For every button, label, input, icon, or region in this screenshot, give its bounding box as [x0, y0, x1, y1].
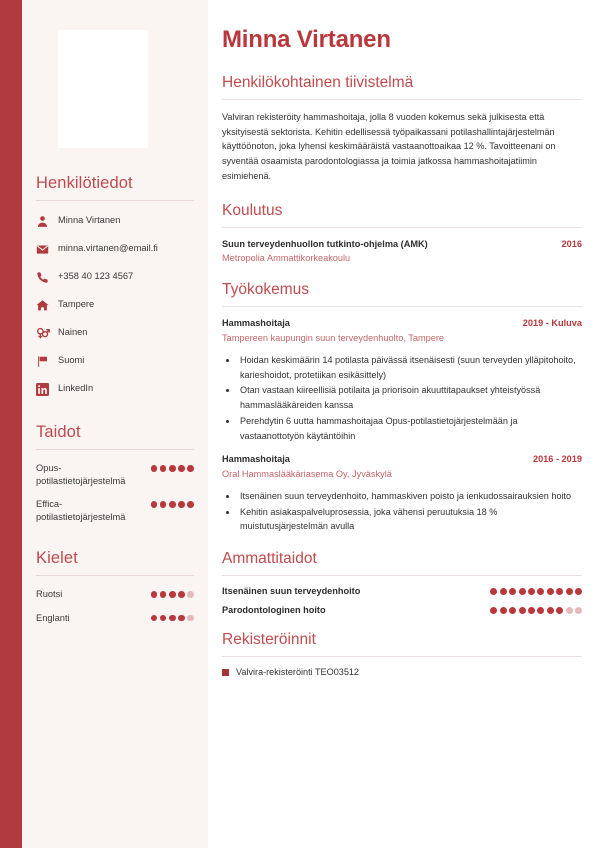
experience-bullets	[222, 489, 582, 534]
rating-dot-filled	[490, 607, 497, 614]
education-entry	[222, 238, 582, 266]
rating-dot-filled	[500, 607, 507, 614]
professional-skill-label: Itsenäinen suun terveydenhoito	[222, 586, 361, 597]
rating-dot-filled	[528, 607, 535, 614]
skill-rating-dots	[151, 498, 194, 508]
contact-item-email[interactable]	[36, 241, 194, 257]
divider	[222, 227, 582, 228]
rating-dot-empty	[187, 591, 194, 598]
contact-email-text: minna.virtanen@email.fi	[58, 243, 158, 254]
language-label: Englanti	[36, 612, 70, 623]
divider	[222, 656, 582, 657]
rating-dot-filled	[490, 588, 497, 595]
experience-date: 2019 - Kuluva	[522, 318, 582, 329]
professional-skill-row	[222, 586, 582, 596]
language-rating-dots	[151, 612, 194, 622]
divider	[36, 449, 194, 450]
envelope-icon	[36, 243, 58, 256]
professional-skill-dots	[490, 588, 582, 595]
page-title: Minna Virtanen	[222, 26, 391, 53]
rating-dot-filled	[519, 607, 526, 614]
rating-dot-filled	[547, 607, 554, 614]
sidebar-heading-skills: Taidot	[36, 423, 81, 441]
divider	[36, 200, 194, 201]
rating-dot-filled	[187, 465, 194, 472]
rating-dot-filled	[169, 501, 176, 508]
summary-text: Valviran rekisteröity hammashoitaja, jolla 8 vuoden kokemus sekä julkisesta että yksityisestä sektorista. Kehitin edellisessä työpaikassani potilashallintajärjestelmän käyttöönoton, joka lyhensi keskimääräistä vastaanottoaikaa 12 %. Tavoitteenani on syventää osaamista parodontologiassa ja toimia jatkossa hammashoitajatiimin esimiehenä.	[222, 112, 556, 181]
contact-location-text: Tampere	[58, 299, 95, 310]
skill-label: Effica-potilastietojärjestelmä	[36, 499, 126, 522]
experience-date: 2016 - 2019	[532, 454, 582, 465]
linkedin-icon	[36, 383, 58, 396]
contact-list	[36, 213, 194, 397]
home-icon	[36, 299, 58, 312]
rating-dot-empty	[575, 607, 582, 614]
rating-dot-filled	[537, 588, 544, 595]
entry-header	[222, 453, 582, 466]
contact-nationality-text: Suomi	[58, 355, 85, 366]
education-date: 2016	[561, 238, 582, 249]
section-registrations	[222, 631, 582, 677]
main-content	[208, 0, 600, 848]
section-heading-education: Koulutus	[222, 201, 283, 219]
gender-icon	[36, 326, 58, 340]
rating-dot-filled	[519, 588, 526, 595]
section-education	[222, 202, 582, 266]
experience-title: Hammashoitaja	[222, 454, 290, 465]
experience-organization: Tampereen kaupungin suun terveydenhuolto, Tampere	[222, 332, 445, 343]
skill-label: Opus-potilastietojärjestelmä	[36, 463, 126, 486]
skill-row	[36, 462, 194, 487]
rating-dot-filled	[178, 501, 185, 508]
experience-title: Hammashoitaja	[222, 318, 290, 329]
rating-dot-filled	[547, 588, 554, 595]
professional-skill-dots	[490, 607, 582, 614]
rating-dot-filled	[509, 607, 516, 614]
rating-dot-filled	[160, 591, 167, 598]
bullet-square-icon	[222, 669, 229, 676]
entry-header	[222, 317, 582, 330]
contact-item-location	[36, 297, 194, 313]
bullet-item: • Hoidan keskimäärin 14 potilasta päivässä itsenäisesti (suun terveyden ylläpitohoito, karieshoidot, protetiikan esikäsittely)	[238, 353, 582, 382]
rating-dot-filled	[160, 501, 167, 508]
professional-skill-row	[222, 605, 582, 615]
person-icon	[36, 215, 58, 228]
rating-dot-filled	[178, 615, 185, 622]
rating-dot-filled	[151, 615, 158, 622]
contact-item-nationality	[36, 353, 194, 369]
section-professional-skills	[222, 550, 582, 615]
experience-entry	[222, 453, 582, 534]
left-accent-bar	[0, 0, 22, 848]
rating-dot-filled	[169, 615, 176, 622]
bullet-item: • Itsenäinen suun terveydenhoito, hammaskiven poisto ja ienkudossairauksien hoito	[238, 489, 582, 504]
rating-dot-filled	[178, 465, 185, 472]
rating-dot-filled	[151, 501, 158, 508]
sidebar	[22, 0, 208, 848]
education-organization: Metropolia Ammattikorkeakoulu	[222, 252, 351, 263]
profile-photo-placeholder	[58, 30, 148, 148]
experience-entry	[222, 317, 582, 443]
rating-dot-filled	[509, 588, 516, 595]
rating-dot-filled	[151, 591, 158, 598]
divider	[222, 306, 582, 307]
section-heading-experience: Työkokemus	[222, 281, 310, 299]
section-heading-registrations: Rekisteröinnit	[222, 631, 316, 649]
experience-bullets	[222, 353, 582, 443]
contact-item-phone[interactable]	[36, 269, 194, 285]
education-title: Suun terveydenhuollon tutkinto-ohjelma (AMK)	[222, 238, 428, 249]
language-label: Ruotsi	[36, 589, 63, 600]
section-heading-professional-skills: Ammattitaidot	[222, 550, 317, 568]
divider	[36, 575, 194, 576]
rating-dot-filled	[151, 465, 158, 472]
skill-rating-dots	[151, 462, 194, 472]
rating-dot-filled	[500, 588, 507, 595]
divider	[222, 575, 582, 576]
section-summary	[222, 74, 582, 184]
professional-skill-label: Parodontologinen hoito	[222, 605, 326, 616]
rating-dot-filled	[169, 465, 176, 472]
contact-gender-text: Nainen	[58, 327, 88, 338]
language-rating-dots	[151, 588, 194, 598]
rating-dot-filled	[556, 588, 563, 595]
contact-item-name	[36, 213, 194, 229]
bullet-item: • Kehitin asiakaspalveluprosessia, joka vähensi peruutuksia 18 % muistutusjärjestelmän avulla	[238, 505, 582, 534]
rating-dot-empty	[187, 615, 194, 622]
contact-phone-text: +358 40 123 4567	[58, 271, 134, 282]
bullet-item: • Otan vastaan kiireellisiä potilaita ja priorisoin akuuttitapaukset yhteistyössä hammaslääkäreiden kanssa	[238, 383, 582, 412]
rating-dot-filled	[556, 607, 563, 614]
rating-dot-filled	[528, 588, 535, 595]
experience-organization: Oral Hammaslääkäriasema Oy, Jyväskylä	[222, 468, 392, 479]
language-row	[36, 612, 194, 625]
contact-name-text: Minna Virtanen	[58, 215, 121, 226]
contact-item-linkedin[interactable]	[36, 381, 194, 397]
divider	[222, 99, 582, 100]
rating-dot-filled	[160, 615, 167, 622]
section-heading-summary: Henkilökohtainen tiivistelmä	[222, 74, 414, 91]
section-experience	[222, 281, 582, 534]
registration-item	[222, 667, 582, 677]
contact-item-gender	[36, 325, 194, 341]
rating-dot-filled	[537, 607, 544, 614]
skill-row	[36, 498, 194, 523]
sidebar-heading-languages: Kielet	[36, 549, 78, 568]
registration-label: Valvira-rekisteröinti TEO03512	[236, 667, 359, 678]
bullet-item: • Perehdytin 6 uutta hammashoitajaa Opus-potilastietojärjestelmään ja vastaanottotyön käytäntöihin	[238, 414, 582, 443]
rating-dot-filled	[160, 465, 167, 472]
language-row	[36, 588, 194, 601]
rating-dot-filled	[566, 588, 573, 595]
rating-dot-filled	[575, 588, 582, 595]
rating-dot-filled	[187, 501, 194, 508]
rating-dot-filled	[169, 591, 176, 598]
sidebar-heading-personal: Henkilötiedot	[36, 174, 133, 192]
contact-linkedin-text: LinkedIn	[58, 383, 94, 394]
entry-header	[222, 238, 582, 251]
rating-dot-empty	[566, 607, 573, 614]
flag-icon	[36, 355, 58, 368]
phone-icon	[36, 271, 58, 284]
rating-dot-filled	[178, 591, 185, 598]
